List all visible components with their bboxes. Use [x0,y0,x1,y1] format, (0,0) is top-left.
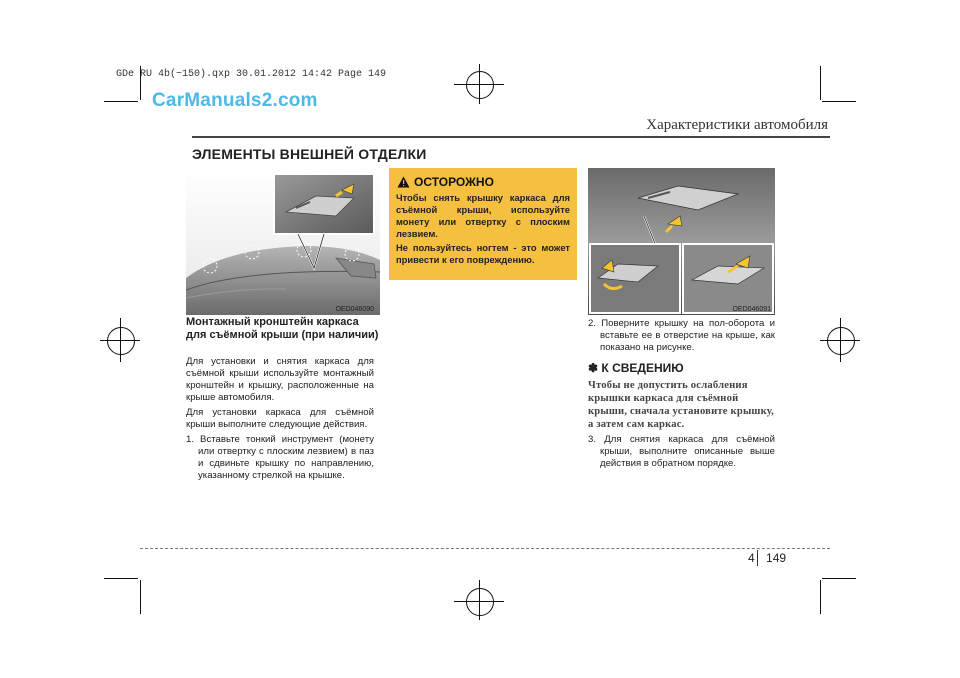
page-index: 149 [766,551,787,565]
crop-mark [820,66,821,100]
crop-mark [822,101,856,102]
chapter-number: 4 [748,551,755,565]
paragraph: Для установки каркаса для съёмной крыши выполните следующие действия. [186,407,374,430]
crop-mark [820,580,821,614]
step-3: 3. Для снятия каркаса для съёмной крыши, выполните описанные выше действия в обратном порядке. [588,434,775,469]
figure-code: OED046091 [732,306,771,313]
warning-triangle-icon [397,176,410,188]
footer-rule [140,548,830,549]
step-2: 2. Поверните крышку на пол-оборота и вставьте ее в отверстие на крыше, как показано на рисунке. [588,318,775,353]
info-heading [588,361,684,375]
caution-heading [397,175,494,189]
print-header: GDe RU 4b(~150).qxp 30.01.2012 14:42 Page 149 [116,69,387,80]
left-body [186,356,374,485]
caution-text: Чтобы снять крышку каркаса для съёмной крыши, используйте монету или отвертку с плоским лезвием. [396,192,570,239]
step-3-block [588,434,775,473]
crop-mark [822,578,856,579]
page-number [748,551,786,565]
caution-text: Не пользуйтесь ногтем - это может привести к его повреждению. [396,242,570,265]
figure-code: OED046090 [335,306,374,313]
figure-roof-bracket [186,168,380,315]
crop-mark [104,101,138,102]
main-title: ЭЛЕМЕНТЫ ВНЕШНЕЙ ОТДЕЛКИ [192,146,427,162]
subheading: Монтажный кронштейн каркаса для съёмной крыши (при наличии) [186,316,379,341]
info-asterisk-icon: ✽ [588,361,599,375]
caution-title: ОСТОРОЖНО [414,175,494,189]
caution-box [389,168,577,280]
crop-mark [140,580,141,614]
paragraph: Для установки и снятия каркаса для съёмной крыши используйте монтажный кронштейн и крышку, расположенные на крыше автомобиля. [186,356,374,403]
section-header: Характеристики автомобиля [646,117,828,133]
cover-rotation-illustration [588,168,775,315]
figure-cover-rotation [588,168,775,315]
info-text: Чтобы не допустить ослабления крышки каркаса для съёмной крыши, сначала установите крышку, а затем сам каркас. [588,380,775,430]
crop-mark [104,578,138,579]
watermark: CarManuals2.com [152,90,318,111]
step-2-block [588,318,775,357]
caution-body [396,192,570,266]
step-1: 1. Вставьте тонкий инструмент (монету или отвертку с плоским лезвием) в паз и сдвиньте крышку по направлению, указанному стрелкой на крышке. [186,434,374,481]
info-title: К СВЕДЕНИЮ [601,361,684,375]
car-roof-illustration [186,168,380,315]
header-rule [192,136,830,138]
